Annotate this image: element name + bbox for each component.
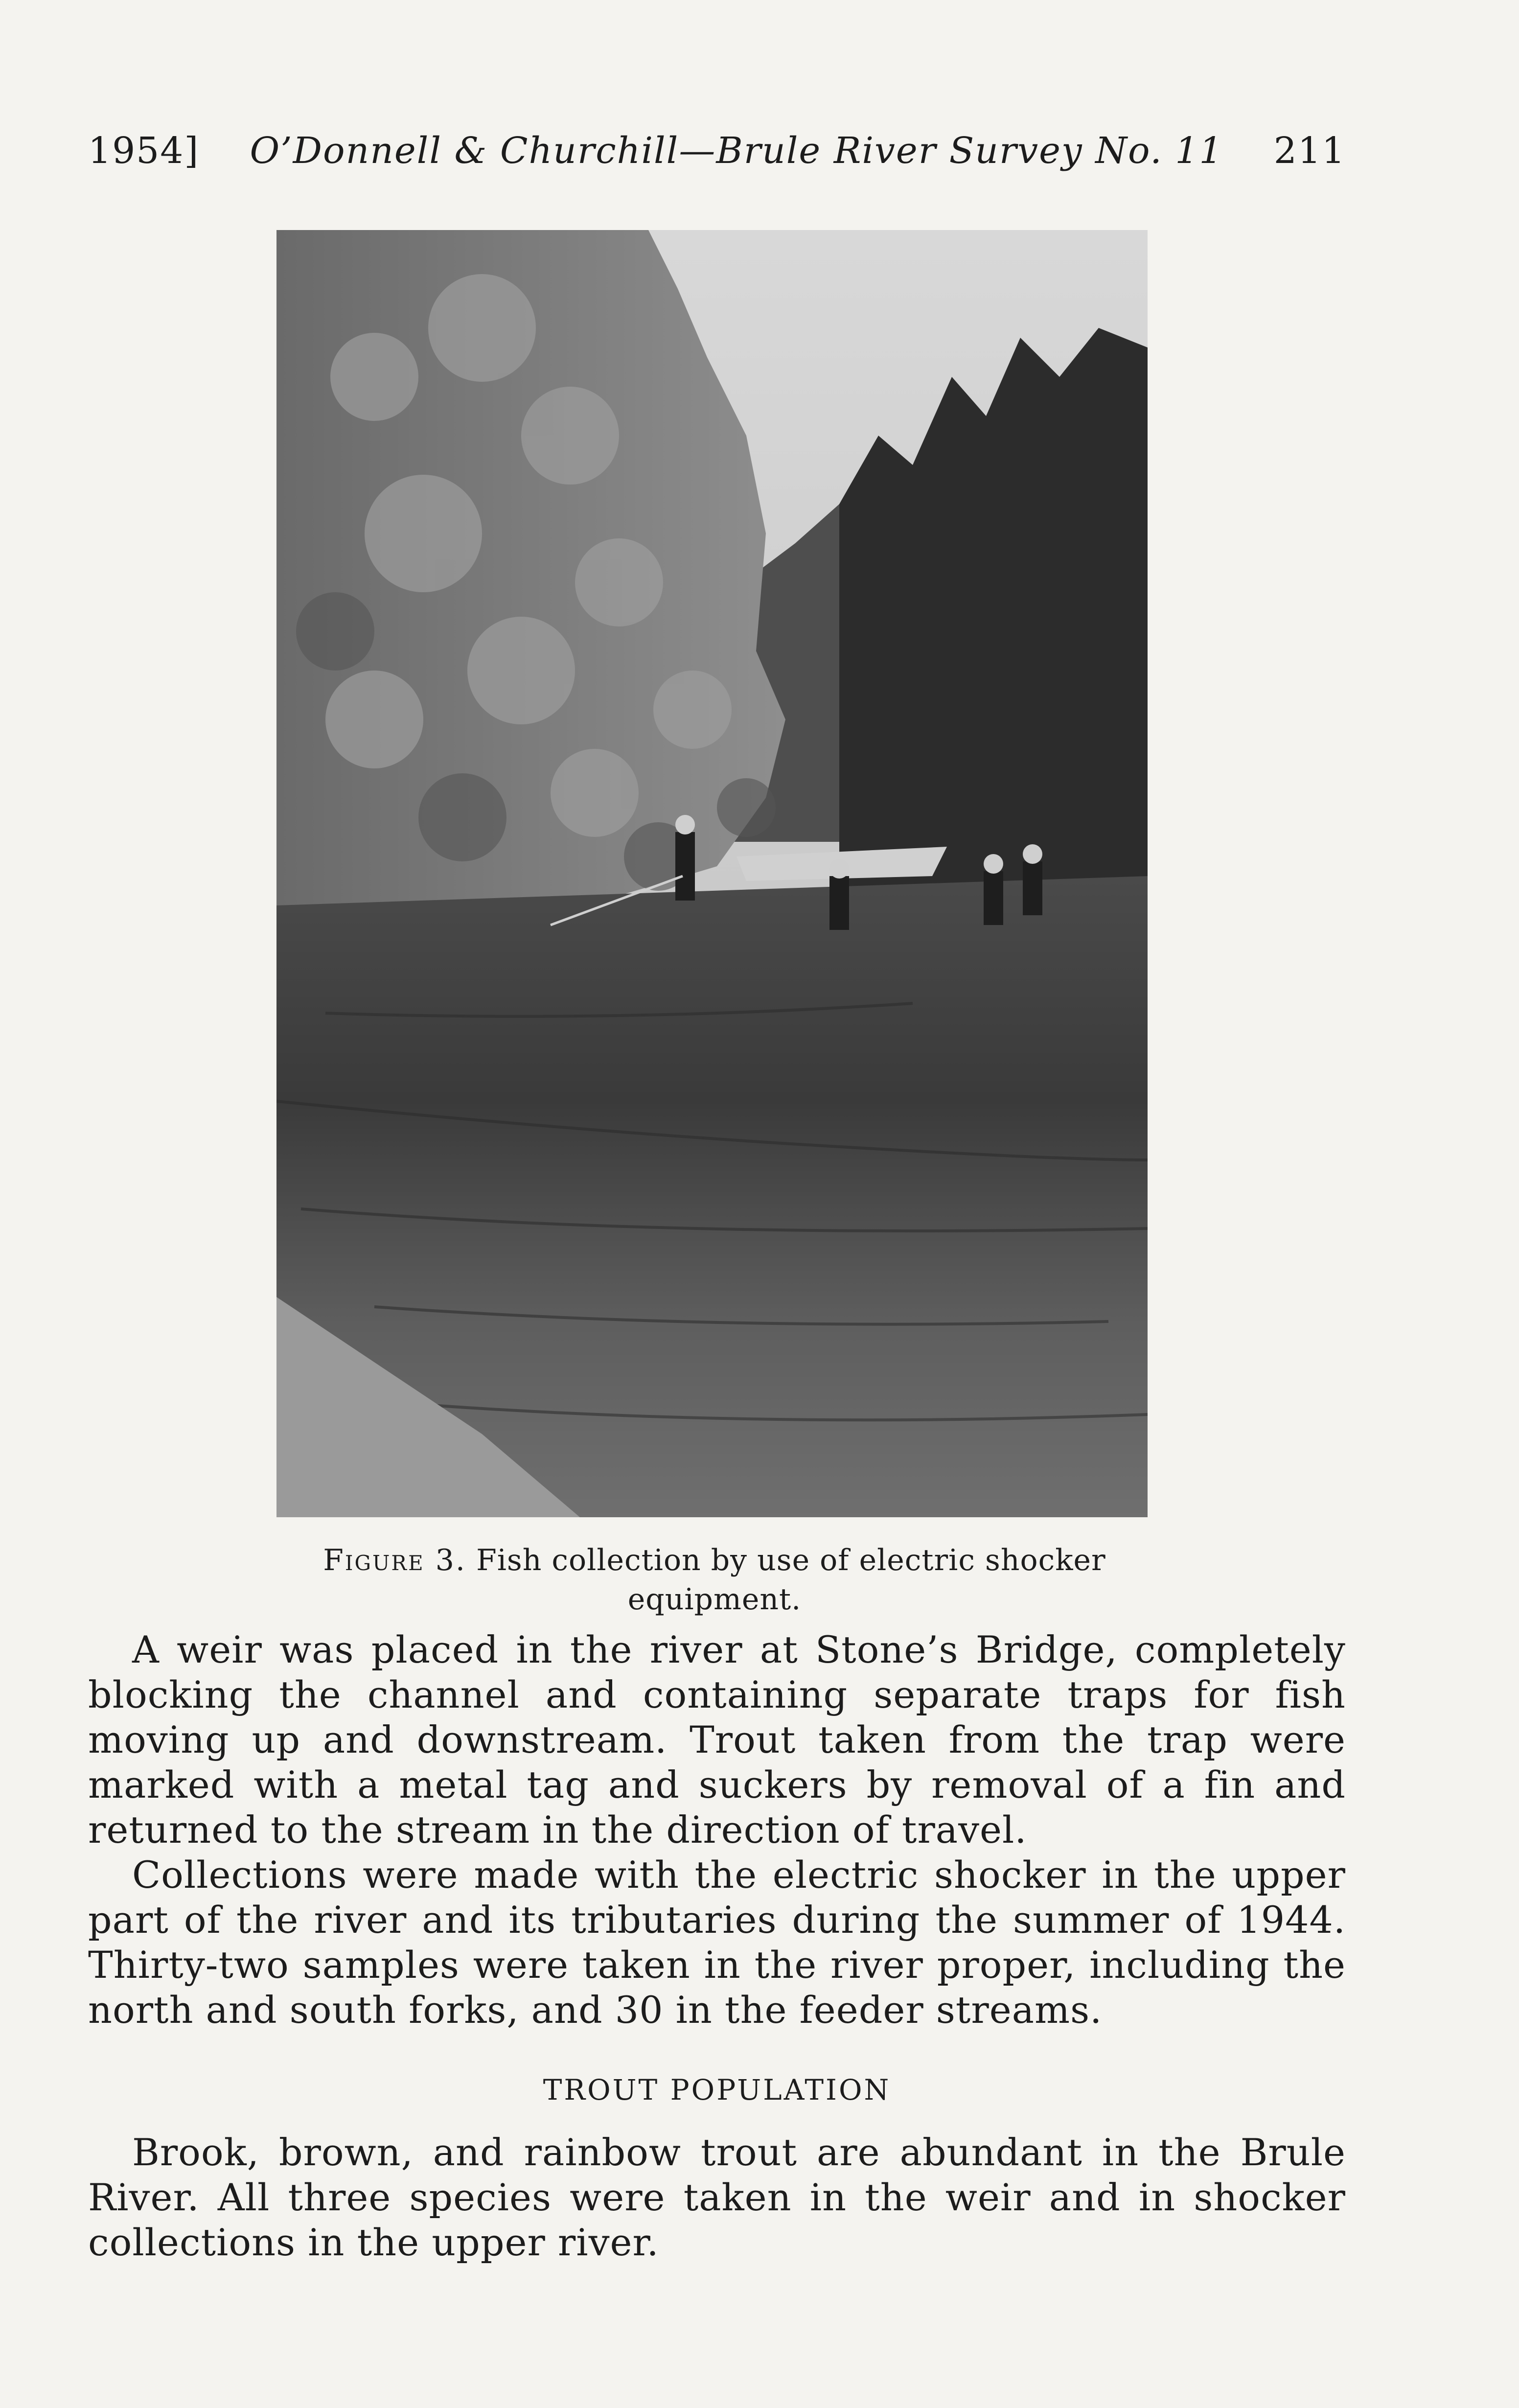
figure-caption-text: Fish collection by use of electric shocker equipment. [476,1543,1106,1617]
figure-label: Figure 3. [323,1543,467,1577]
photo-illustration [276,230,1148,1517]
section-body-text [88,2130,1346,2265]
body-text [88,1627,1346,2033]
river-photograph [276,230,1148,1517]
running-header [88,130,1346,172]
header-running-title: O’Donnell & Churchill—Brule River Survey No. 11 [250,130,1223,172]
paragraph-weir: A weir was placed in the river at Stone’s Bridge, completely blocking the channel and containing separate traps for fish moving up and downstream. Trout taken from the trap were marked with a metal tag and suckers by removal of a fin and returned to the stream in the direction of travel. [88,1628,1346,1852]
header-page-number: 211 [1273,130,1346,172]
header-year: 1954] [88,130,200,172]
paragraph-collections: Collections were made with the electric shocker in the upper part of the river and its tributaries during the summer of 1944. Thirty-two samples were taken in the river proper, including the north and south forks, and 30 in the feeder streams. [88,1853,1346,2032]
figure-caption [274,1541,1155,1619]
paragraph-trout: Brook, brown, and rainbow trout are abundant in the Brule River. All three species were taken in the weir and in shocker collections in the upper river. [88,2130,1346,2264]
section-heading: TROUT POPULATION [543,2073,891,2107]
